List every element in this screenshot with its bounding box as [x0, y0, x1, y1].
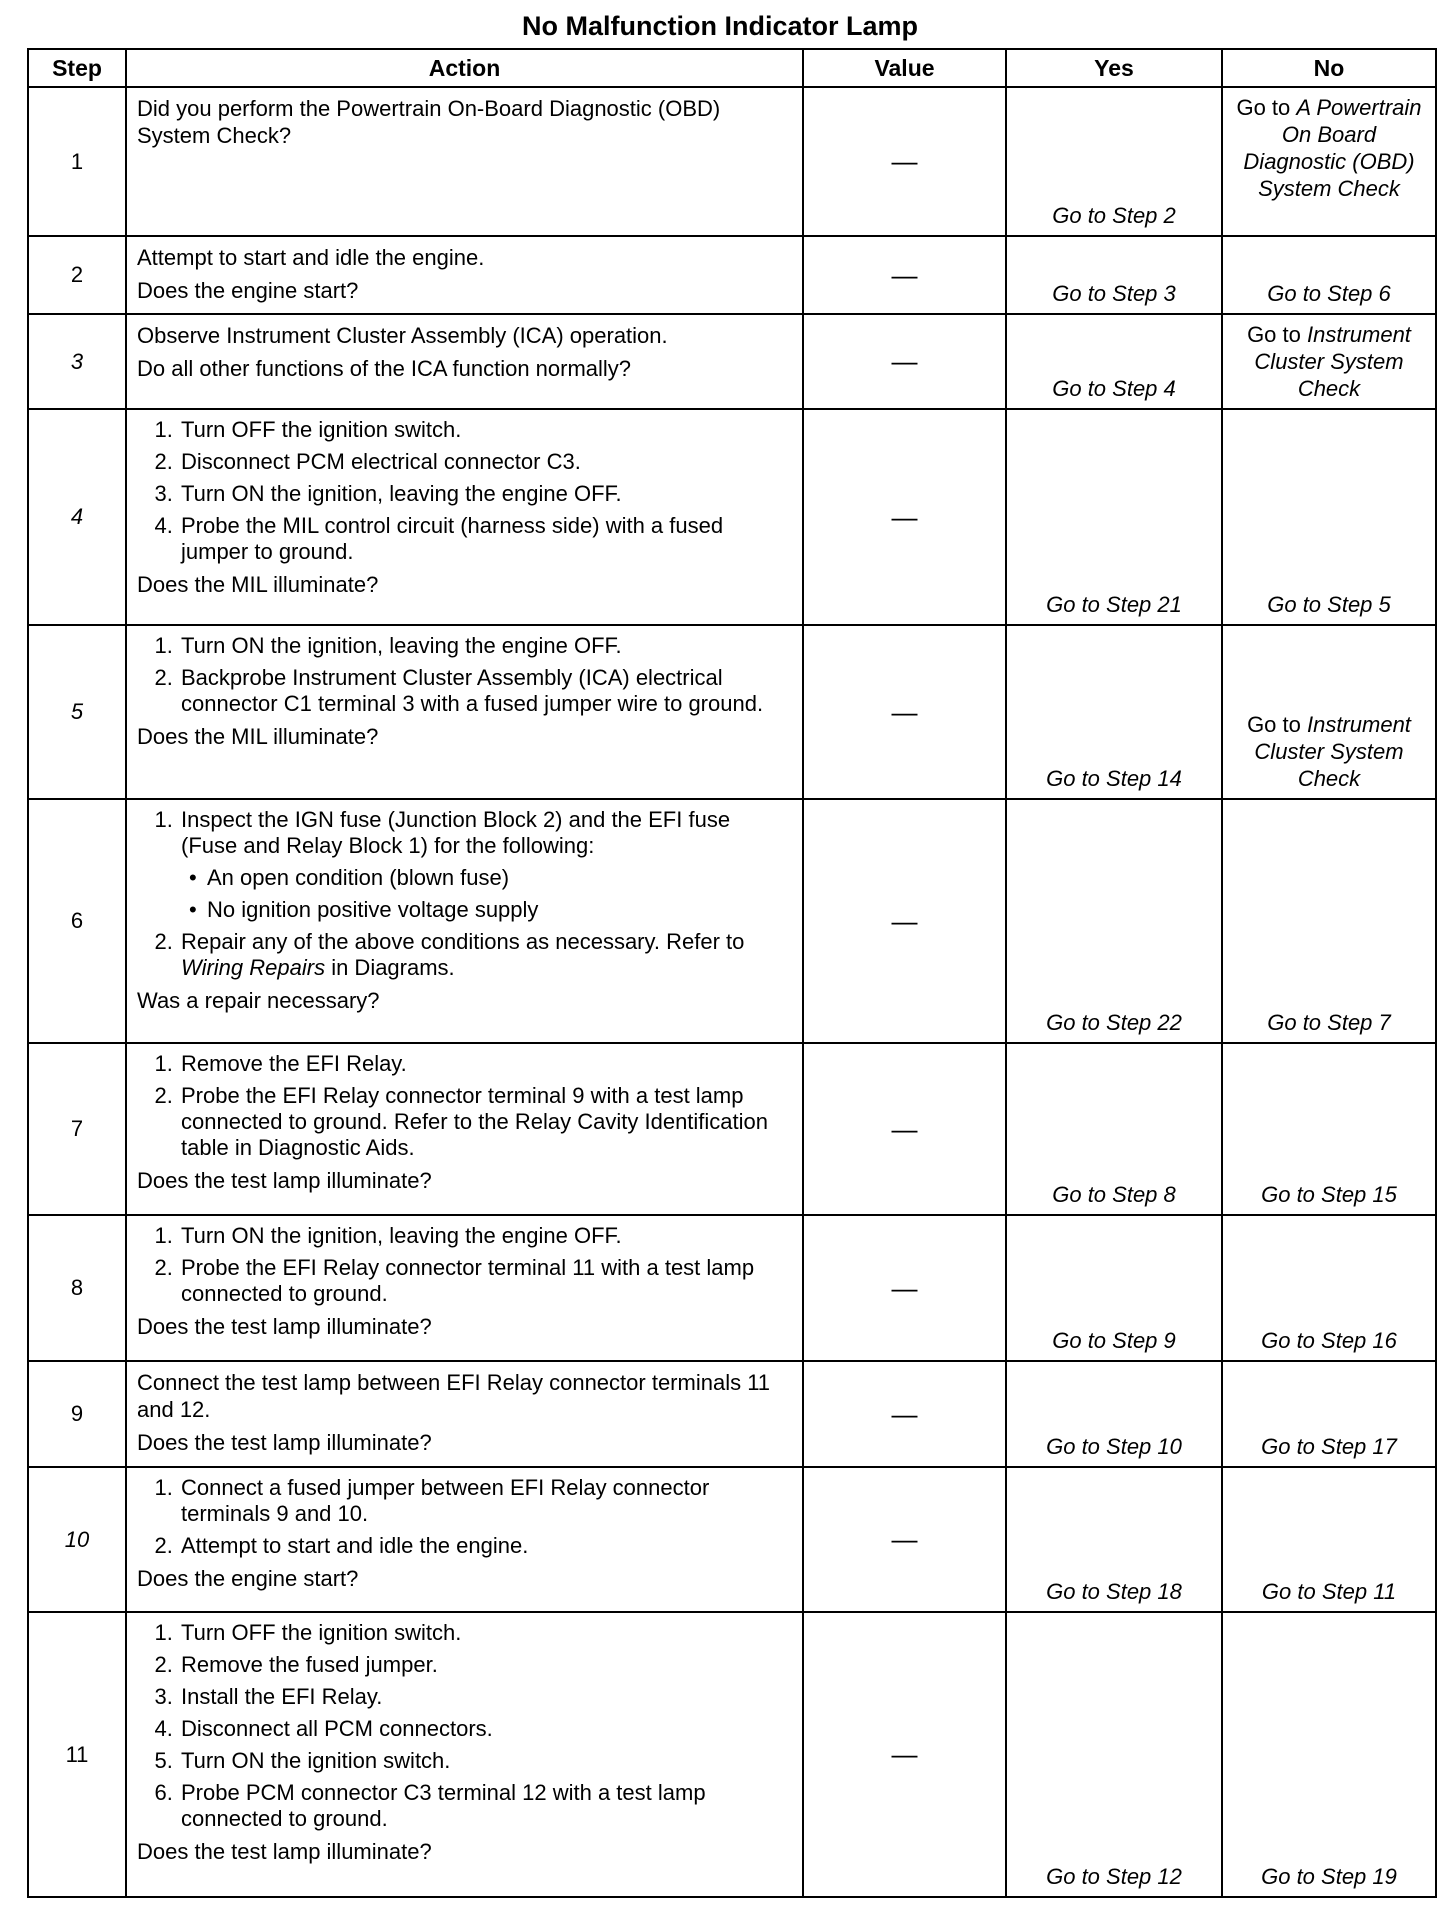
action-cell	[126, 87, 803, 236]
value-cell: —	[803, 87, 1006, 236]
action-cell	[126, 1467, 803, 1612]
procedure-item	[179, 929, 792, 981]
page-title: No Malfunction Indicator Lamp	[522, 11, 918, 41]
procedure-item-text: in Diagrams.	[325, 955, 455, 980]
procedure-item: 3. Turn ON the ignition, leaving the engine OFF.	[179, 481, 792, 507]
step-number: 3	[28, 314, 126, 409]
table-row	[28, 409, 1436, 625]
step-number: 1	[28, 87, 126, 236]
procedure-item: 4. Disconnect all PCM connectors.	[179, 1716, 792, 1742]
header-step: Step	[28, 49, 126, 87]
wiring-repairs-reference: Wiring Repairs	[181, 955, 326, 980]
value-cell: —	[803, 799, 1006, 1043]
table-header-row	[28, 49, 1436, 87]
table-row	[28, 799, 1436, 1043]
no-prefix: Go to	[1247, 322, 1307, 347]
action-question: Does the test lamp illuminate?	[137, 1839, 432, 1864]
action-cell	[126, 409, 803, 625]
step-number: 8	[28, 1215, 126, 1361]
step-number: 7	[28, 1043, 126, 1215]
action-text: Connect the test lamp between EFI Relay connector terminals 11 and 12.	[137, 1370, 771, 1422]
value-cell: —	[803, 1612, 1006, 1897]
step-number: 9	[28, 1361, 126, 1467]
condition-item: • No ignition positive voltage supply	[205, 897, 792, 923]
header-yes: Yes	[1006, 49, 1222, 87]
table-row	[28, 1215, 1436, 1361]
no-cell: Go to Step 5	[1222, 409, 1436, 625]
table-row	[28, 625, 1436, 799]
step-number: 2	[28, 236, 126, 314]
procedure-item: 6. Probe PCM connector C3 terminal 12 with a test lamp connected to ground.	[179, 1780, 792, 1832]
no-cell: Go to Step 15	[1222, 1043, 1436, 1215]
procedure-item: 1. Turn ON the ignition, leaving the engine OFF.	[179, 633, 792, 659]
procedure-item: 3. Install the EFI Relay.	[179, 1684, 792, 1710]
procedure-item-text: Repair any of the above conditions as necessary. Refer to	[181, 929, 745, 954]
procedure-item	[179, 807, 792, 923]
procedure-list	[137, 633, 792, 717]
value-cell: —	[803, 625, 1006, 799]
procedure-item: 4. Probe the MIL control circuit (harness side) with a fused jumper to ground.	[179, 513, 792, 565]
header-no: No	[1222, 49, 1436, 87]
procedure-list	[137, 1620, 792, 1832]
yes-cell: Go to Step 21	[1006, 409, 1222, 625]
step-number: 6	[28, 799, 126, 1043]
yes-cell: Go to Step 3	[1006, 236, 1222, 314]
table-row	[28, 87, 1436, 236]
no-cell	[1222, 625, 1436, 799]
action-question: Does the MIL illuminate?	[137, 724, 379, 749]
procedure-list	[137, 417, 792, 565]
procedure-item: 2. Remove the fused jumper.	[179, 1652, 792, 1678]
no-cell: Go to Step 7	[1222, 799, 1436, 1043]
procedure-item: 1. Connect a fused jumper between EFI Relay connector terminals 9 and 10.	[179, 1475, 792, 1527]
header-value: Value	[803, 49, 1006, 87]
no-reference: Instrument Cluster System Check	[1254, 322, 1411, 401]
procedure-item: 1. Turn OFF the ignition switch.	[179, 417, 792, 443]
step-number: 11	[28, 1612, 126, 1897]
no-prefix: Go to	[1236, 95, 1297, 120]
action-question: Does the test lamp illuminate?	[137, 1168, 432, 1193]
action-question: Does the engine start?	[137, 1566, 359, 1591]
value-cell: —	[803, 1043, 1006, 1215]
action-question: Does the engine start?	[137, 278, 359, 303]
yes-cell: Go to Step 2	[1006, 87, 1222, 236]
no-reference: Instrument Cluster System Check	[1254, 712, 1411, 791]
no-cell: Go to Step 6	[1222, 236, 1436, 314]
yes-cell: Go to Step 18	[1006, 1467, 1222, 1612]
table-row	[28, 1467, 1436, 1612]
condition-item: • An open condition (blown fuse)	[205, 865, 792, 891]
action-text: Attempt to start and idle the engine.	[137, 245, 485, 270]
action-cell	[126, 625, 803, 799]
value-cell: —	[803, 1215, 1006, 1361]
action-text: Observe Instrument Cluster Assembly (ICA) operation.	[137, 323, 668, 348]
procedure-item: 1. Turn OFF the ignition switch.	[179, 1620, 792, 1646]
value-cell: —	[803, 409, 1006, 625]
value-cell: —	[803, 236, 1006, 314]
action-cell	[126, 1361, 803, 1467]
yes-cell: Go to Step 10	[1006, 1361, 1222, 1467]
action-cell	[126, 799, 803, 1043]
yes-cell: Go to Step 8	[1006, 1043, 1222, 1215]
procedure-list	[137, 807, 792, 981]
no-reference: A Powertrain On Board Diagnostic (OBD) System Check	[1243, 95, 1422, 201]
table-row	[28, 1361, 1436, 1467]
value-cell: —	[803, 1467, 1006, 1612]
action-text: Did you perform the Powertrain On-Board Diagnostic (OBD) System Check?	[137, 96, 721, 148]
no-prefix: Go to	[1247, 712, 1307, 737]
action-cell	[126, 1612, 803, 1897]
procedure-item: 2. Probe the EFI Relay connector terminal 11 with a test lamp connected to ground.	[179, 1255, 792, 1307]
procedure-item-text: Inspect the IGN fuse (Junction Block 2) and the EFI fuse (Fuse and Relay Block 1) for the following:	[181, 807, 731, 858]
value-cell: —	[803, 314, 1006, 409]
table-row	[28, 314, 1436, 409]
no-cell: Go to Step 11	[1222, 1467, 1436, 1612]
action-question: Was a repair necessary?	[137, 988, 380, 1013]
action-question: Does the test lamp illuminate?	[137, 1314, 432, 1339]
header-action: Action	[126, 49, 803, 87]
step-number: 4	[28, 409, 126, 625]
diagnostic-table	[27, 48, 1437, 1898]
step-number: 5	[28, 625, 126, 799]
procedure-list	[137, 1051, 792, 1161]
action-question: Does the test lamp illuminate?	[137, 1430, 432, 1455]
table-row	[28, 236, 1436, 314]
procedure-list	[137, 1475, 792, 1559]
no-cell	[1222, 314, 1436, 409]
procedure-item: 2. Backprobe Instrument Cluster Assembly (ICA) electrical connector C1 terminal 3 with a fused jumper wire to ground.	[179, 665, 792, 717]
no-cell	[1222, 87, 1436, 236]
action-cell	[126, 236, 803, 314]
step-number: 10	[28, 1467, 126, 1612]
yes-cell: Go to Step 12	[1006, 1612, 1222, 1897]
yes-cell: Go to Step 14	[1006, 625, 1222, 799]
no-cell: Go to Step 16	[1222, 1215, 1436, 1361]
procedure-item: 1. Remove the EFI Relay.	[179, 1051, 792, 1077]
yes-cell: Go to Step 22	[1006, 799, 1222, 1043]
procedure-item: 2. Probe the EFI Relay connector terminal 9 with a test lamp connected to ground. Refer to the Relay Cavity Identification table in Diagnostic Aids.	[179, 1083, 792, 1161]
action-cell	[126, 314, 803, 409]
table-row	[28, 1043, 1436, 1215]
condition-list	[181, 865, 792, 923]
procedure-list	[137, 1223, 792, 1307]
yes-cell: Go to Step 4	[1006, 314, 1222, 409]
procedure-item: 1. Turn ON the ignition, leaving the engine OFF.	[179, 1223, 792, 1249]
action-question: Does the MIL illuminate?	[137, 572, 379, 597]
table-row	[28, 1612, 1436, 1897]
procedure-item: 2. Attempt to start and idle the engine.	[179, 1533, 792, 1559]
yes-cell: Go to Step 9	[1006, 1215, 1222, 1361]
action-cell	[126, 1215, 803, 1361]
procedure-item: 5. Turn ON the ignition switch.	[179, 1748, 792, 1774]
no-cell: Go to Step 19	[1222, 1612, 1436, 1897]
value-cell: —	[803, 1361, 1006, 1467]
no-cell: Go to Step 17	[1222, 1361, 1436, 1467]
action-cell	[126, 1043, 803, 1215]
action-question: Do all other functions of the ICA function normally?	[137, 356, 632, 381]
procedure-item: 2. Disconnect PCM electrical connector C3.	[179, 449, 792, 475]
